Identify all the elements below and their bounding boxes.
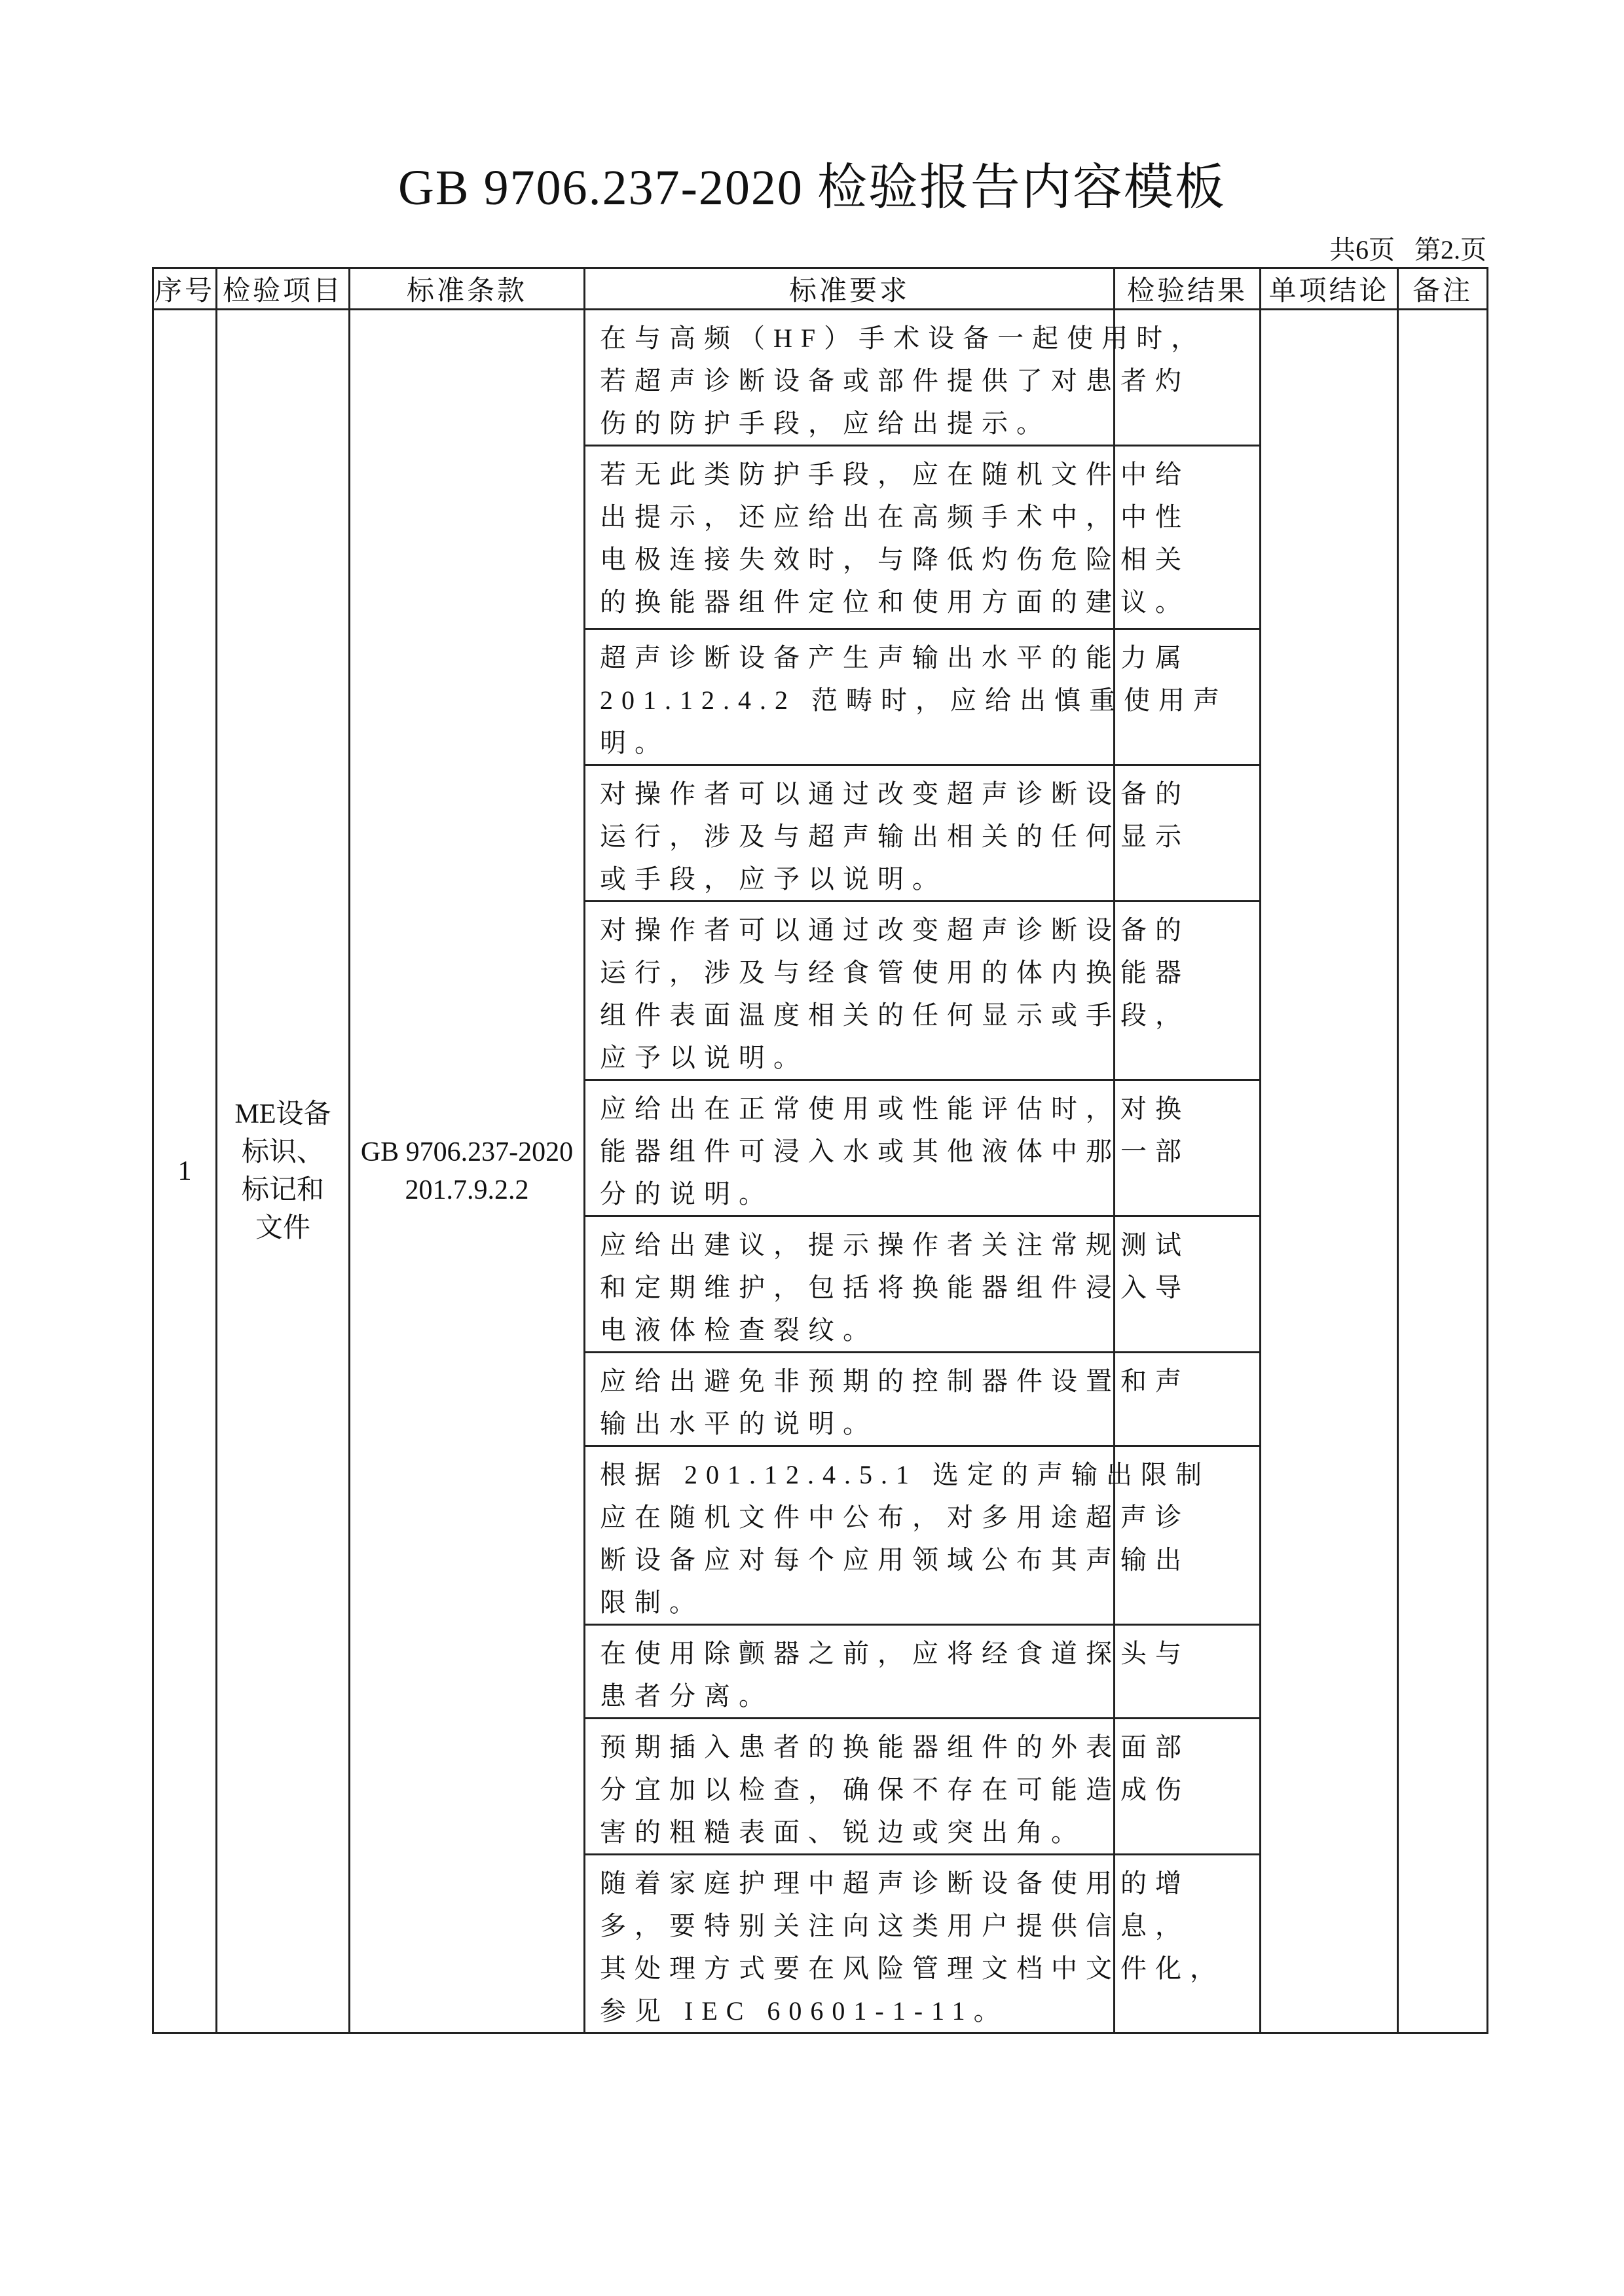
item-line: ME设备 [234, 1099, 331, 1129]
requirement-line: 运行，涉及与经食管使用的体内换能器 [600, 958, 1190, 987]
remark-cell[interactable] [1398, 310, 1488, 2033]
requirement-line: 输出水平的说明。 [600, 1409, 877, 1438]
requirement-line: 害的粗糙表面、锐边或突出角。 [600, 1817, 1086, 1847]
requirement-line: 应予以说明。 [600, 1043, 808, 1072]
requirement-line: 在使用除颤器之前，应将经食道探头与 [600, 1639, 1190, 1668]
header-conclusion: 单项结论 [1261, 268, 1398, 310]
header-row [153, 268, 1488, 310]
requirement-cell [585, 1353, 1190, 1446]
conclusion-cell[interactable] [1261, 310, 1398, 2033]
requirement-line: 断设备应对每个应用领域公布其声输出 [600, 1545, 1190, 1575]
requirement-line: 出提示，还应给出在高频手术中，中性 [600, 502, 1190, 532]
requirement-cell [585, 765, 1190, 902]
requirement-line: 根据 201.12.4.5.1 选定的声输出限制 [600, 1460, 1210, 1489]
header-requirement: 标准要求 [585, 268, 1115, 310]
requirement-line: 若超声诊断设备或部件提供了对患者灼 [600, 366, 1190, 395]
row-number: 1 [177, 1156, 192, 1186]
requirement-line: 组件表面温度相关的任何显示或手段， [600, 1000, 1190, 1030]
cell-item [217, 310, 350, 2033]
requirement-line: 分的说明。 [600, 1179, 773, 1209]
header-clause: 标准条款 [350, 268, 585, 310]
requirement-cell [585, 1216, 1190, 1353]
requirement-line: 分宜加以检查，确保不存在可能造成伤 [600, 1775, 1190, 1804]
requirement-line: 应给出避免非预期的控制器件设置和声 [600, 1366, 1190, 1396]
requirement-line: 能器组件可浸入水或其他液体中那一部 [600, 1137, 1190, 1166]
inspection-table [152, 267, 1488, 2034]
requirement-line: 对操作者可以通过改变超声诊断设备的 [600, 779, 1190, 809]
requirement-line: 应给出建议，提示操作者关注常规测试 [600, 1230, 1190, 1260]
requirement-line: 限制。 [600, 1588, 704, 1617]
requirement-cell [585, 310, 1206, 446]
requirement-line: 或手段，应予以说明。 [600, 864, 947, 894]
requirement-line: 在与高频（HF）手术设备一起使用时， [600, 323, 1206, 353]
requirement-cell [585, 629, 1228, 765]
header-remark: 备注 [1398, 268, 1488, 310]
requirement-cell [585, 446, 1190, 629]
table-row [153, 310, 1488, 446]
requirement-line: 超声诊断设备产生声输出水平的能力属 [600, 643, 1190, 672]
requirement-line: 对操作者可以通过改变超声诊断设备的 [600, 915, 1190, 945]
requirement-line: 电液体检查裂纹。 [600, 1315, 877, 1345]
requirement-line: 运行，涉及与超声输出相关的任何显示 [600, 822, 1190, 851]
requirement-line: 的换能器组件定位和使用方面的建议。 [600, 587, 1190, 617]
header-item: 检验项目 [217, 268, 350, 310]
cell-clause [350, 310, 585, 2033]
requirement-line: 和定期维护，包括将换能器组件浸入导 [600, 1273, 1190, 1302]
requirement-line: 患者分离。 [600, 1681, 773, 1711]
item-line: 文件 [255, 1213, 310, 1243]
requirement-cell [585, 1625, 1190, 1719]
clause-line: GB 9706.237-2020 [360, 1137, 574, 1167]
requirement-line: 预期插入患者的换能器组件的外表面部 [600, 1732, 1190, 1762]
requirement-line: 应给出在正常使用或性能评估时，对换 [600, 1094, 1190, 1123]
requirement-line: 明。 [600, 728, 669, 757]
header-no: 序号 [153, 268, 217, 310]
requirement-cell [585, 902, 1190, 1080]
item-line: 标识、 [241, 1137, 324, 1167]
requirement-line: 伤的防护手段，应给出提示。 [600, 409, 1051, 438]
requirement-cell [585, 1446, 1210, 1625]
requirement-line: 应在随机文件中公布，对多用途超声诊 [600, 1503, 1190, 1532]
requirement-line: 多，要特别关注向这类用户提供信息， [600, 1911, 1190, 1941]
requirement-line: 电极连接失效时，与降低灼伤危险相关 [600, 545, 1190, 574]
header-result: 检验结果 [1115, 268, 1261, 310]
requirement-line: 201.12.4.2 范畴时，应给出慎重使用声 [600, 685, 1228, 715]
requirement-line: 若无此类防护手段，应在随机文件中给 [600, 460, 1190, 489]
requirement-line: 其处理方式要在风险管理文档中文件化， [600, 1954, 1225, 1983]
requirement-cell [585, 1855, 1225, 2033]
item-line: 标记和 [241, 1175, 324, 1205]
cell-no [153, 310, 217, 2033]
page-info: 共6页 第2.页 [1329, 235, 1486, 264]
requirement-line: 参见 IEC 60601-1-11。 [600, 1996, 1008, 2026]
document-title: GB 9706.237-2020 检验报告内容模板 [398, 160, 1226, 215]
requirement-cell [585, 1080, 1190, 1216]
requirement-cell [585, 1719, 1190, 1855]
requirement-line: 随着家庭护理中超声诊断设备使用的增 [600, 1868, 1190, 1898]
clause-line: 201.7.9.2.2 [405, 1175, 529, 1205]
